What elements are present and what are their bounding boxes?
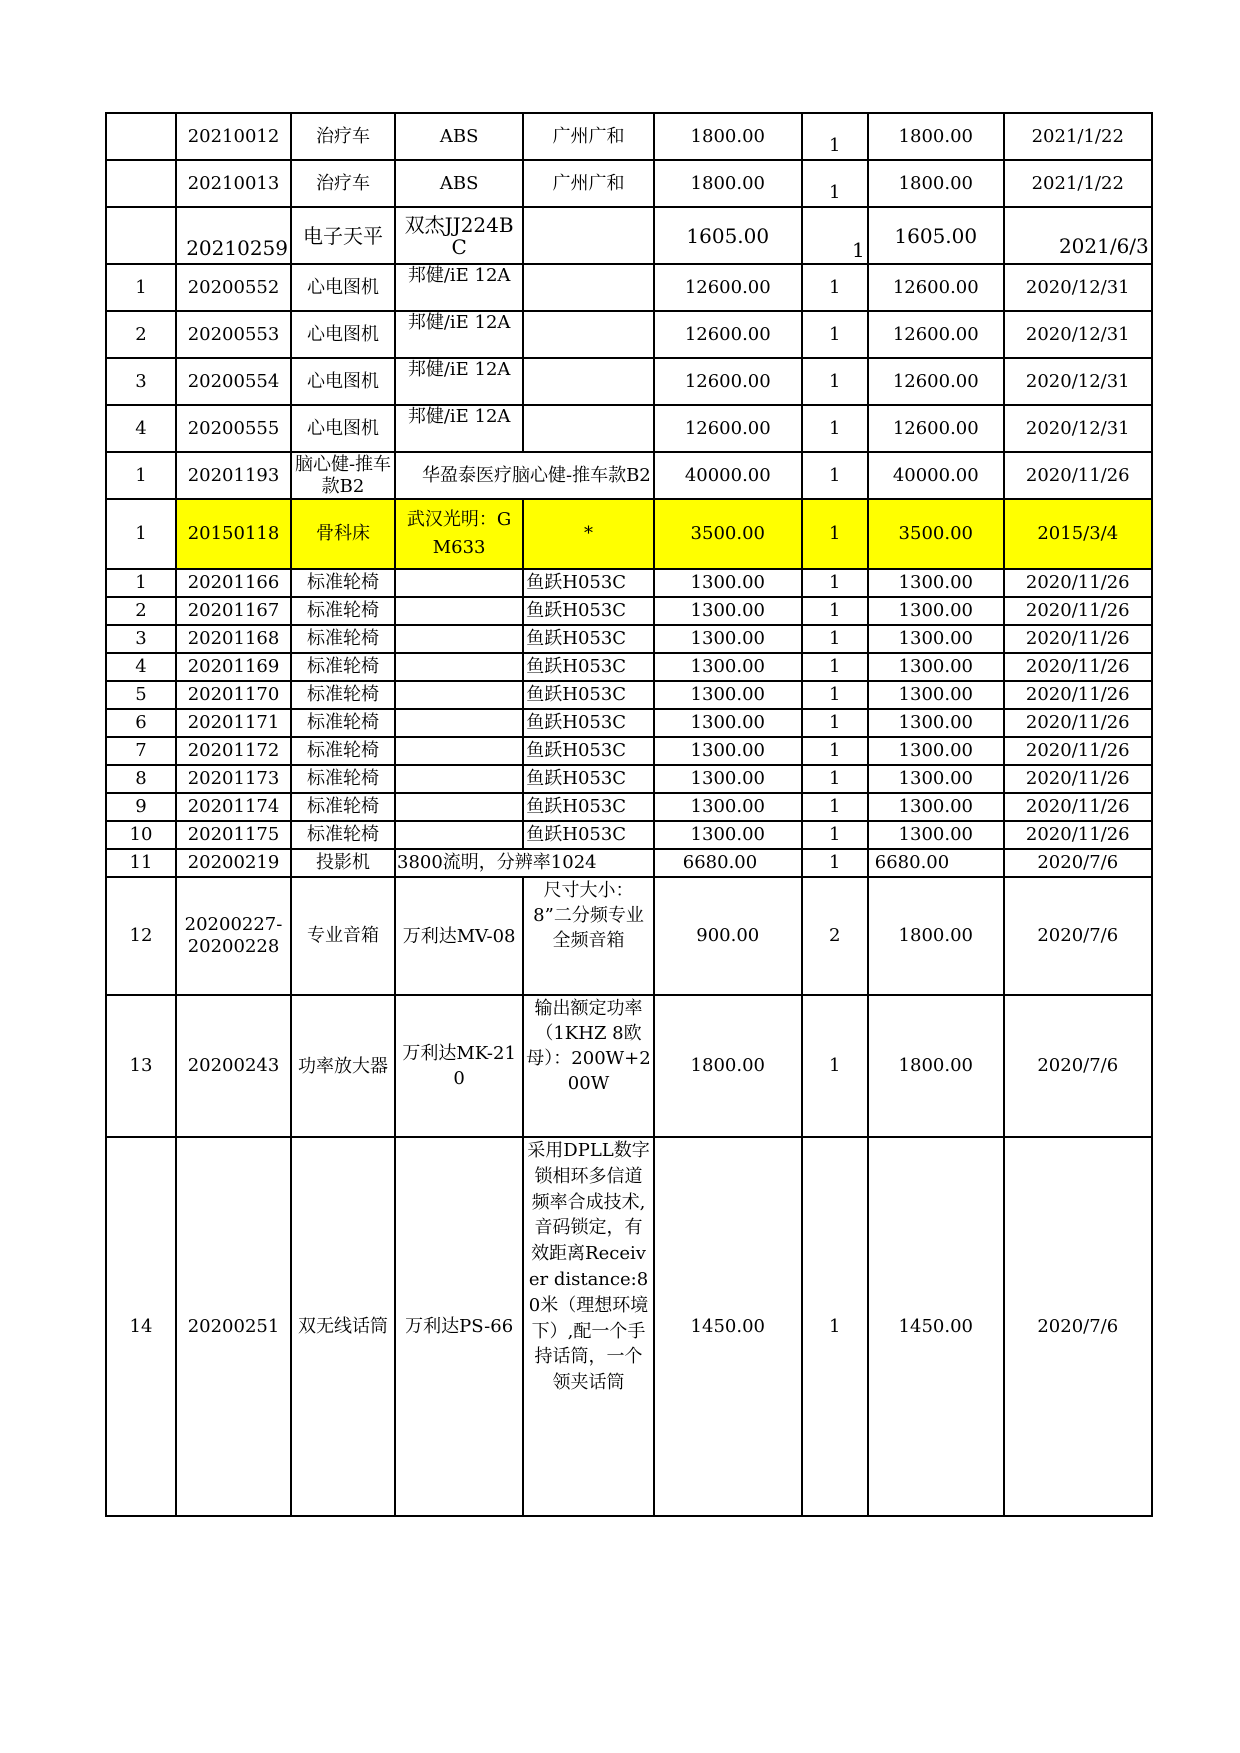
cell-spec: 广州广和 xyxy=(523,160,654,207)
cell-qty: 1 xyxy=(802,821,868,849)
cell-code: 20200554 xyxy=(176,358,291,405)
cell-name: 投影机 xyxy=(291,849,395,877)
cell-amount: 1300.00 xyxy=(868,569,1004,597)
cell-amount: 1300.00 xyxy=(868,737,1004,765)
cell-qty: 1 xyxy=(802,1137,868,1516)
cell-name: 电子天平 xyxy=(291,207,395,264)
cell-price: 1300.00 xyxy=(654,793,802,821)
cell-price: 1300.00 xyxy=(654,681,802,709)
cell-no: 13 xyxy=(106,995,176,1137)
table-row xyxy=(106,405,1152,452)
cell-no: 1 xyxy=(106,452,176,499)
cell-date: 2020/7/6 xyxy=(1004,1137,1152,1516)
cell-model xyxy=(395,709,523,737)
cell-qty: 1 xyxy=(802,625,868,653)
cell-qty: 1 xyxy=(802,113,868,160)
cell-no: 10 xyxy=(106,821,176,849)
cell-amount: 1300.00 xyxy=(868,625,1004,653)
cell-date: 2015/3/4 xyxy=(1004,499,1152,569)
cell-model xyxy=(395,653,523,681)
cell-qty: 1 xyxy=(802,264,868,311)
cell-amount: 12600.00 xyxy=(868,311,1004,358)
cell-model: 邦健/iE 12A xyxy=(395,264,523,311)
cell-amount: 12600.00 xyxy=(868,405,1004,452)
cell-amount: 1300.00 xyxy=(868,709,1004,737)
cell-code: 20201166 xyxy=(176,569,291,597)
cell-qty: 1 xyxy=(802,452,868,499)
cell-qty: 1 xyxy=(802,207,868,264)
table-row xyxy=(106,995,1152,1137)
cell-code: 20200552 xyxy=(176,264,291,311)
cell-name: 心电图机 xyxy=(291,311,395,358)
cell-code: 20201193 xyxy=(176,452,291,499)
cell-name: 标准轮椅 xyxy=(291,569,395,597)
table-row xyxy=(106,765,1152,793)
cell-code: 20150118 xyxy=(176,499,291,569)
table-row xyxy=(106,569,1152,597)
cell-qty: 1 xyxy=(802,597,868,625)
cell-qty: 1 xyxy=(802,737,868,765)
cell-name: 标准轮椅 xyxy=(291,737,395,765)
cell-model: 3800流明，分辨率1024 xyxy=(395,849,654,877)
cell-model xyxy=(395,737,523,765)
cell-model xyxy=(395,569,523,597)
cell-spec: 鱼跃H053C xyxy=(523,737,654,765)
cell-price: 1800.00 xyxy=(654,995,802,1137)
cell-amount: 1300.00 xyxy=(868,597,1004,625)
cell-code: 20200227-20200228 xyxy=(176,877,291,995)
cell-name: 双无线话筒 xyxy=(291,1137,395,1516)
cell-name: 治疗车 xyxy=(291,113,395,160)
cell-no: 1 xyxy=(106,264,176,311)
cell-date: 2020/11/26 xyxy=(1004,765,1152,793)
cell-qty: 1 xyxy=(802,358,868,405)
cell-no: 3 xyxy=(106,625,176,653)
cell-name: 标准轮椅 xyxy=(291,709,395,737)
cell-price: 12600.00 xyxy=(654,405,802,452)
cell-name: 标准轮椅 xyxy=(291,821,395,849)
equipment-table xyxy=(105,112,1153,1517)
cell-amount: 1300.00 xyxy=(868,793,1004,821)
table-row xyxy=(106,737,1152,765)
cell-spec: 鱼跃H053C xyxy=(523,681,654,709)
cell-no: 4 xyxy=(106,405,176,452)
cell-spec: 鱼跃H053C xyxy=(523,653,654,681)
table-row xyxy=(106,311,1152,358)
cell-qty: 1 xyxy=(802,995,868,1137)
cell-no: 8 xyxy=(106,765,176,793)
cell-code: 20201173 xyxy=(176,765,291,793)
cell-price: 12600.00 xyxy=(654,264,802,311)
cell-amount: 1300.00 xyxy=(868,681,1004,709)
cell-date: 2021/1/22 xyxy=(1004,160,1152,207)
cell-no xyxy=(106,207,176,264)
cell-code: 20201167 xyxy=(176,597,291,625)
cell-spec: 鱼跃H053C xyxy=(523,625,654,653)
cell-price: 1800.00 xyxy=(654,160,802,207)
cell-amount: 12600.00 xyxy=(868,264,1004,311)
cell-model: 邦健/iE 12A xyxy=(395,358,523,405)
cell-qty: 1 xyxy=(802,160,868,207)
cell-amount: 1300.00 xyxy=(868,653,1004,681)
table-row xyxy=(106,358,1152,405)
cell-spec: 鱼跃H053C xyxy=(523,569,654,597)
cell-code: 20201169 xyxy=(176,653,291,681)
cell-date: 2020/12/31 xyxy=(1004,405,1152,452)
cell-price: 12600.00 xyxy=(654,358,802,405)
cell-date: 2020/12/31 xyxy=(1004,264,1152,311)
cell-price: 1300.00 xyxy=(654,821,802,849)
cell-price: 3500.00 xyxy=(654,499,802,569)
cell-code: 20201172 xyxy=(176,737,291,765)
cell-price: 1450.00 xyxy=(654,1137,802,1516)
table-row xyxy=(106,681,1152,709)
cell-spec: 输出额定功率（1KHZ 8欧母）：200W+200W xyxy=(523,995,654,1137)
cell-price: 1605.00 xyxy=(654,207,802,264)
cell-code: 20200251 xyxy=(176,1137,291,1516)
cell-qty: 1 xyxy=(802,765,868,793)
cell-date: 2020/11/26 xyxy=(1004,709,1152,737)
cell-spec: 鱼跃H053C xyxy=(523,821,654,849)
cell-no: 1 xyxy=(106,569,176,597)
cell-date: 2020/11/26 xyxy=(1004,625,1152,653)
table-row xyxy=(106,264,1152,311)
cell-amount: 1800.00 xyxy=(868,113,1004,160)
cell-code: 20210259 xyxy=(176,207,291,264)
cell-amount: 1450.00 xyxy=(868,1137,1004,1516)
cell-date: 2020/11/26 xyxy=(1004,569,1152,597)
cell-model: 邦健/iE 12A xyxy=(395,311,523,358)
cell-date: 2020/7/6 xyxy=(1004,995,1152,1137)
cell-model xyxy=(395,765,523,793)
cell-code: 20210012 xyxy=(176,113,291,160)
cell-no: 14 xyxy=(106,1137,176,1516)
cell-date: 2020/12/31 xyxy=(1004,311,1152,358)
cell-model: 万利达MV-08 xyxy=(395,877,523,995)
cell-amount: 1605.00 xyxy=(868,207,1004,264)
table-row xyxy=(106,160,1152,207)
cell-spec xyxy=(523,207,654,264)
table-row xyxy=(106,793,1152,821)
cell-qty: 1 xyxy=(802,499,868,569)
cell-model xyxy=(395,625,523,653)
cell-code: 20201171 xyxy=(176,709,291,737)
cell-code: 20200243 xyxy=(176,995,291,1137)
cell-date: 2020/11/26 xyxy=(1004,597,1152,625)
cell-model: ABS xyxy=(395,160,523,207)
cell-code: 20201170 xyxy=(176,681,291,709)
cell-price: 1300.00 xyxy=(654,765,802,793)
cell-name: 治疗车 xyxy=(291,160,395,207)
cell-spec xyxy=(523,311,654,358)
cell-spec: 广州广和 xyxy=(523,113,654,160)
cell-date: 2020/11/26 xyxy=(1004,653,1152,681)
cell-qty: 1 xyxy=(802,793,868,821)
cell-no: 4 xyxy=(106,653,176,681)
cell-code: 20210013 xyxy=(176,160,291,207)
cell-amount: 1800.00 xyxy=(868,995,1004,1137)
cell-spec: * xyxy=(523,499,654,569)
cell-name: 专业音箱 xyxy=(291,877,395,995)
cell-model xyxy=(395,681,523,709)
cell-model: ABS xyxy=(395,113,523,160)
cell-date: 2020/7/6 xyxy=(1004,877,1152,995)
table-row xyxy=(106,113,1152,160)
cell-price: 1300.00 xyxy=(654,737,802,765)
table-row xyxy=(106,207,1152,264)
cell-date: 2020/11/26 xyxy=(1004,681,1152,709)
cell-spec: 鱼跃H053C xyxy=(523,597,654,625)
cell-date: 2020/11/26 xyxy=(1004,821,1152,849)
cell-amount: 6680.00 xyxy=(868,849,1004,877)
cell-date: 2021/1/22 xyxy=(1004,113,1152,160)
cell-no: 7 xyxy=(106,737,176,765)
cell-no: 6 xyxy=(106,709,176,737)
cell-price: 1300.00 xyxy=(654,569,802,597)
cell-no: 12 xyxy=(106,877,176,995)
cell-spec xyxy=(523,358,654,405)
cell-model: 华盈泰医疗脑心健-推车款B2 xyxy=(395,452,654,499)
cell-qty: 2 xyxy=(802,877,868,995)
cell-name: 心电图机 xyxy=(291,264,395,311)
cell-name: 心电图机 xyxy=(291,405,395,452)
cell-name: 骨科床 xyxy=(291,499,395,569)
cell-spec xyxy=(523,264,654,311)
cell-qty: 1 xyxy=(802,709,868,737)
cell-price: 6680.00 xyxy=(654,849,802,877)
cell-no: 1 xyxy=(106,499,176,569)
cell-spec: 鱼跃H053C xyxy=(523,709,654,737)
cell-name: 功率放大器 xyxy=(291,995,395,1137)
table-row xyxy=(106,625,1152,653)
cell-name: 标准轮椅 xyxy=(291,681,395,709)
cell-no xyxy=(106,113,176,160)
cell-amount: 12600.00 xyxy=(868,358,1004,405)
cell-no: 2 xyxy=(106,597,176,625)
cell-amount: 40000.00 xyxy=(868,452,1004,499)
table-row xyxy=(106,709,1152,737)
cell-qty: 1 xyxy=(802,405,868,452)
cell-no xyxy=(106,160,176,207)
cell-spec: 鱼跃H053C xyxy=(523,765,654,793)
cell-code: 20200555 xyxy=(176,405,291,452)
cell-price: 1300.00 xyxy=(654,653,802,681)
cell-spec: 尺寸大小： 8”二分频专业全频音箱 xyxy=(523,877,654,995)
cell-model xyxy=(395,793,523,821)
cell-code: 20200553 xyxy=(176,311,291,358)
cell-amount: 1800.00 xyxy=(868,877,1004,995)
table-row xyxy=(106,597,1152,625)
cell-price: 12600.00 xyxy=(654,311,802,358)
cell-amount: 1300.00 xyxy=(868,821,1004,849)
cell-model: 武汉光明：GM633 xyxy=(395,499,523,569)
cell-name: 标准轮椅 xyxy=(291,765,395,793)
cell-date: 2020/11/26 xyxy=(1004,737,1152,765)
cell-qty: 1 xyxy=(802,653,868,681)
cell-name: 标准轮椅 xyxy=(291,793,395,821)
cell-no: 9 xyxy=(106,793,176,821)
cell-no: 5 xyxy=(106,681,176,709)
cell-model xyxy=(395,821,523,849)
cell-code: 20200219 xyxy=(176,849,291,877)
cell-price: 900.00 xyxy=(654,877,802,995)
cell-code: 20201175 xyxy=(176,821,291,849)
cell-spec: 采用DPLL数字锁相环多信道频率合成技术,音码锁定，有效距离Receiver distance:80米（理想环境下）,配一个手持话筒，一个领夹话筒 xyxy=(523,1137,654,1516)
cell-amount: 1300.00 xyxy=(868,765,1004,793)
cell-name: 标准轮椅 xyxy=(291,597,395,625)
cell-no: 3 xyxy=(106,358,176,405)
table-row xyxy=(106,653,1152,681)
cell-no: 11 xyxy=(106,849,176,877)
cell-model: 双杰JJ224BC xyxy=(395,207,523,264)
table-row-highlighted xyxy=(106,499,1152,569)
cell-no: 2 xyxy=(106,311,176,358)
cell-date: 2020/11/26 xyxy=(1004,793,1152,821)
cell-date: 2020/11/26 xyxy=(1004,452,1152,499)
cell-name: 标准轮椅 xyxy=(291,625,395,653)
cell-qty: 1 xyxy=(802,311,868,358)
cell-model xyxy=(395,597,523,625)
cell-date: 2020/7/6 xyxy=(1004,849,1152,877)
cell-date: 2021/6/3 xyxy=(1004,207,1152,264)
cell-model: 万利达MK-210 xyxy=(395,995,523,1137)
table-row xyxy=(106,1137,1152,1516)
table-row xyxy=(106,849,1152,877)
cell-qty: 1 xyxy=(802,569,868,597)
cell-qty: 1 xyxy=(802,849,868,877)
cell-spec: 鱼跃H053C xyxy=(523,793,654,821)
cell-name: 脑心健-推车款B2 xyxy=(291,452,395,499)
cell-spec xyxy=(523,405,654,452)
cell-price: 1300.00 xyxy=(654,625,802,653)
cell-amount: 3500.00 xyxy=(868,499,1004,569)
cell-name: 标准轮椅 xyxy=(291,653,395,681)
cell-price: 1300.00 xyxy=(654,597,802,625)
table-row xyxy=(106,821,1152,849)
cell-name: 心电图机 xyxy=(291,358,395,405)
table-row xyxy=(106,452,1152,499)
cell-date: 2020/12/31 xyxy=(1004,358,1152,405)
table-row xyxy=(106,877,1152,995)
cell-code: 20201168 xyxy=(176,625,291,653)
cell-amount: 1800.00 xyxy=(868,160,1004,207)
cell-qty: 1 xyxy=(802,681,868,709)
cell-price: 1800.00 xyxy=(654,113,802,160)
cell-price: 40000.00 xyxy=(654,452,802,499)
cell-code: 20201174 xyxy=(176,793,291,821)
cell-price: 1300.00 xyxy=(654,709,802,737)
cell-model: 万利达PS-66 xyxy=(395,1137,523,1516)
cell-model: 邦健/iE 12A xyxy=(395,405,523,452)
